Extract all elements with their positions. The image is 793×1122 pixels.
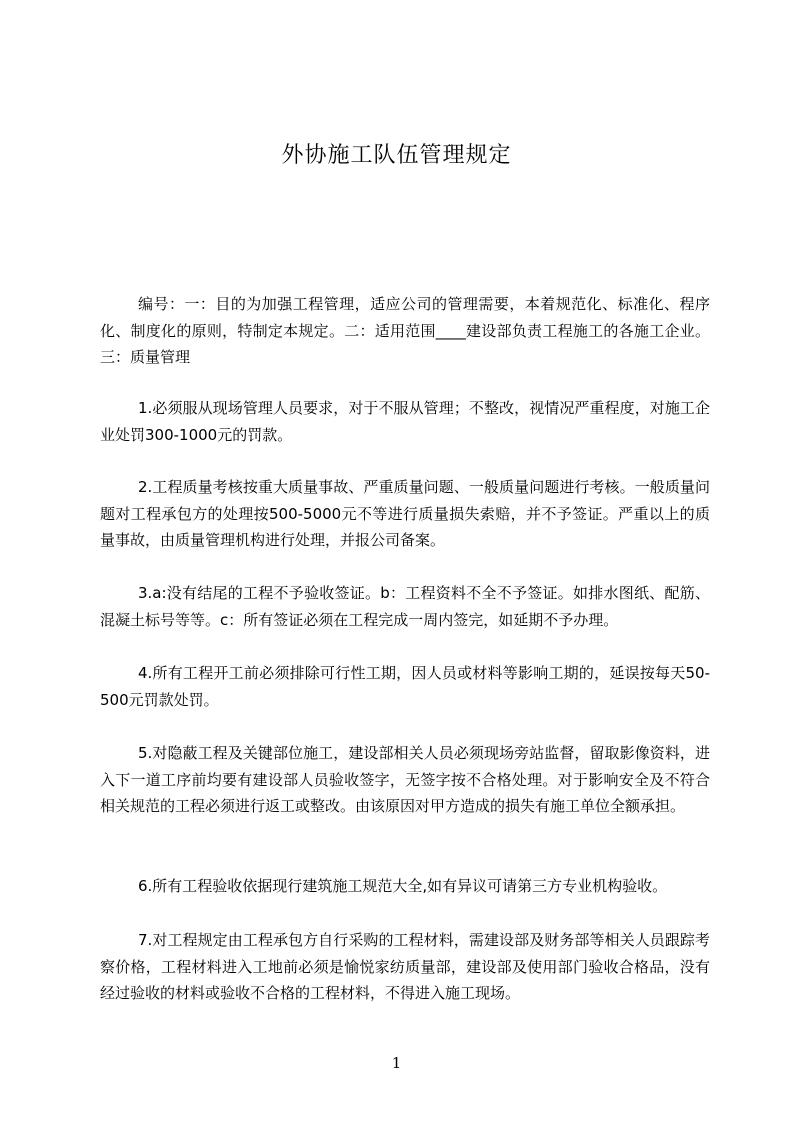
- clause-6-paragraph: 6.所有工程验收依据现行建筑施工规范大全,如有异议可请第三方专业机构验收。: [138, 877, 668, 895]
- intro-paragraph: 编号：一：目的为加强工程管理，适应公司的管理需要，本着规范化、标准化、程序化、制度化的原则，特制定本规定。二：适用范围____建设部负责工程施工的各施工企业。三：质量管理: [100, 295, 710, 366]
- clause-4-paragraph: 4.所有工程开工前必须排除可行性工期，因人员或材料等影响工期的，延误按每天50-500元罚款处罚。: [100, 664, 710, 709]
- clause-3-paragraph: 3.a:没有结尾的工程不予验收签证。b：工程资料不全不予签证。如排水图纸、配筋、混凝土标号等等。c：所有签证必须在工程完成一周内签完，如延期不予办理。: [100, 584, 710, 629]
- clause-1-paragraph: 1.必须服从现场管理人员要求，对于不服从管理；不整改，视情况严重程度，对施工企业处罚300-1000元的罚款。: [100, 399, 710, 444]
- document-title: 外协施工队伍管理规定: [281, 143, 512, 168]
- clause-2-paragraph: 2.工程质量考核按重大质量事故、严重质量问题、一般质量问题进行考核。一般质量问题对工程承包方的处理按500-5000元不等进行质量损失索赔，并不予签证。严重以上的质量事故，由质量管理机构进行处理，并报公司备案。: [100, 478, 710, 549]
- page-number: 1: [391, 1054, 402, 1072]
- clause-5-paragraph: 5.对隐蔽工程及关键部位施工，建设部相关人员必须现场旁站监督，留取影像资料，进入下一道工序前均要有建设部人员验收签字，无签字按不合格处理。对于影响安全及不符合相关规范的工程必须进行返工或整改。由该原因对甲方造成的损失有施工单位全额承担。: [100, 744, 710, 815]
- clause-7-paragraph: 7.对工程规定由工程承包方自行采购的工程材料，需建设部及财务部等相关人员跟踪考察价格，工程材料进入工地前必须是愉悦家纺质量部，建设部及使用部门验收合格品，没有经过验收的材料或验收不合格的工程材料，不得进入施工现场。: [100, 931, 710, 1002]
